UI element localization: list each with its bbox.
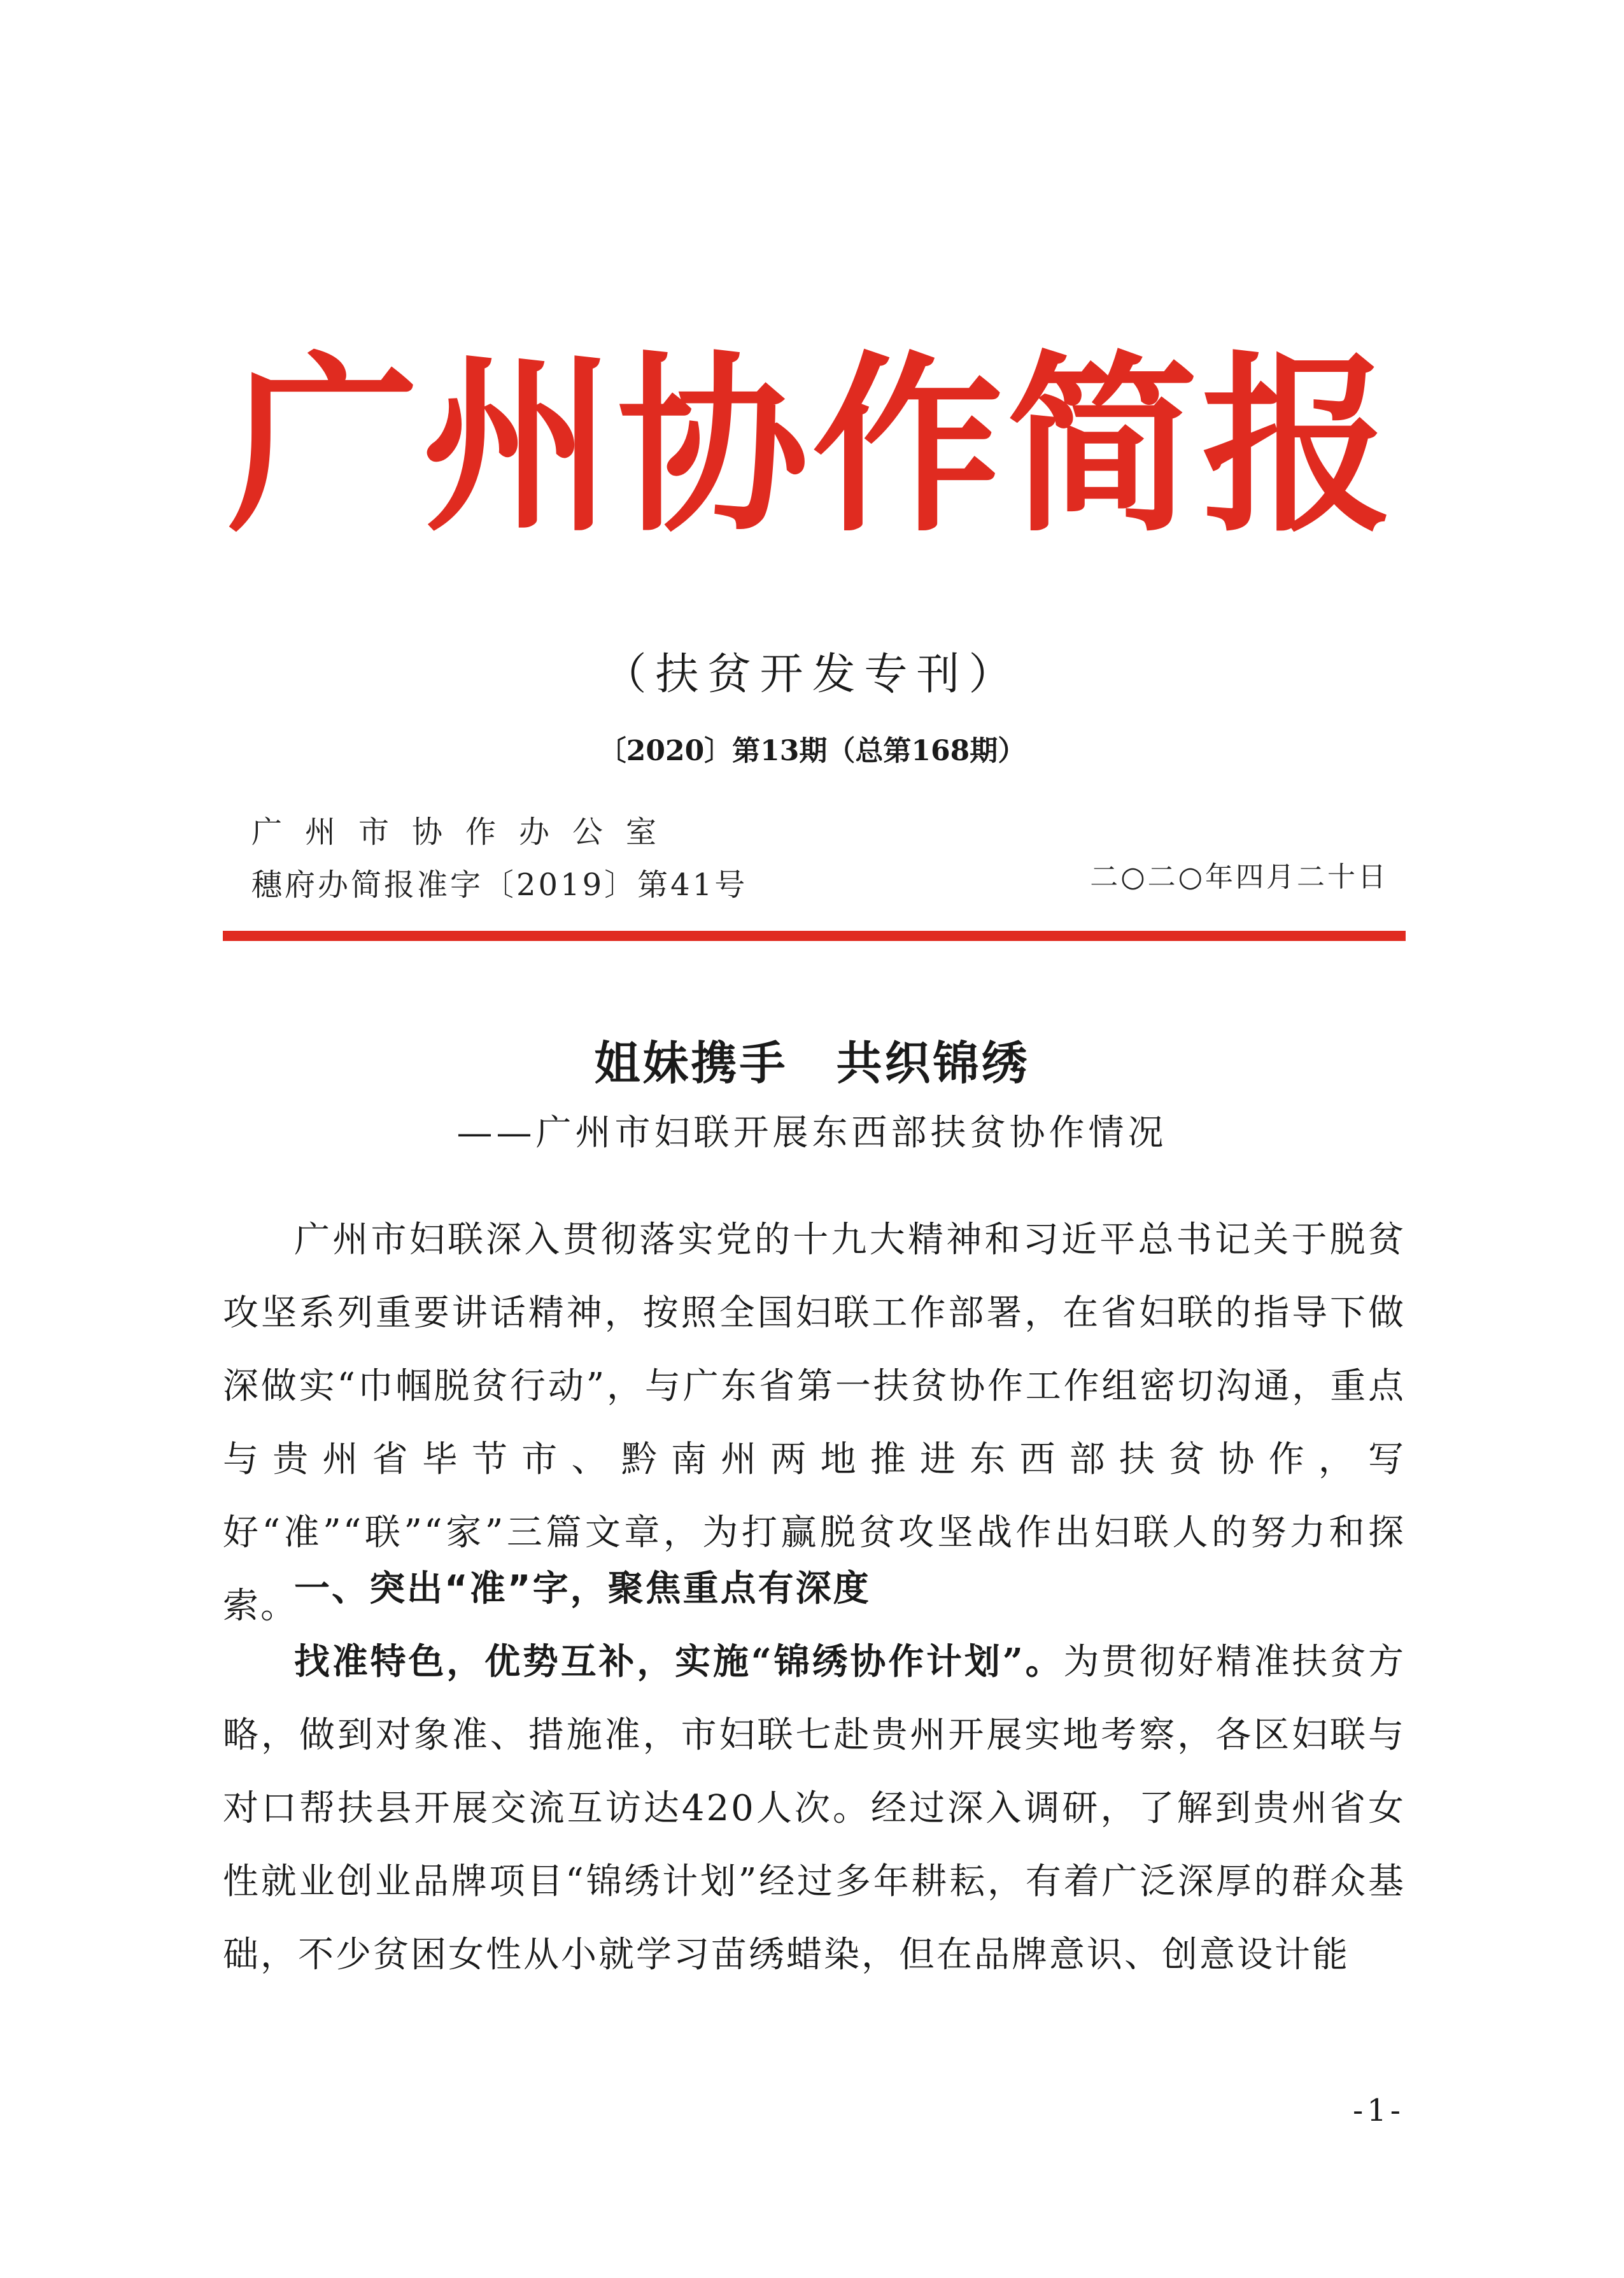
issue-number: 〔2020〕第13期（总第168期） <box>598 735 1026 767</box>
approval-number: 穗府办简报准字〔2019〕第41号 <box>251 867 748 903</box>
special-issue-subtitle: （扶贫开发专刊） <box>603 649 1021 700</box>
article-subtitle: ——广州市妇联开展东西部扶贫协作情况 <box>456 1112 1168 1154</box>
red-divider <box>223 931 1406 941</box>
paragraph-section-1 <box>223 1625 1406 1991</box>
page-number: -1- <box>1353 2093 1404 2128</box>
paragraph-body: 为贯彻好精准扶贫方略，做到对象准、措施准，市妇联七赴贵州开展实地考察，各区妇联与对口帮扶县开展交流互访达420人次。经过深入调研，了解到贵州省女性就业创业品牌项目“锦绣计划”经过多年耕耘，有着广泛深厚的群众基础，不少贫困女性从小就学习苗绣蜡染，但在品牌意识、创意设计能 <box>223 1641 1406 1976</box>
section-heading-1: 一、突出“准”字，聚焦重点有深度 <box>294 1568 871 1609</box>
paragraph-intro: 广州市妇联深入贯彻落实党的十九大精神和习近平总书记关于脱贫攻坚系列重要讲话精神，按照全国妇联工作部署，在省妇联的指导下做深做实“巾帼脱贫行动”，与广东省第一扶贫协作工作组密切沟通，重点与贵州省毕节市、黔南州两地推进东西部扶贫协作，写好“准”“联”“家”三篇文章，为打赢脱贫攻坚战作出妇联人的努力和探索。 <box>223 1219 1406 1627</box>
publication-date: 二○二○年四月二十日 <box>1090 861 1388 893</box>
masthead-title: 广州协作简报 <box>227 333 1397 558</box>
issuer-name: 广州市协作办公室 <box>251 814 680 850</box>
article-title: 姐妹携手 共织锦绣 <box>594 1036 1030 1090</box>
paragraph-lead: 找准特色，优势互补，实施“锦绣协作计划”。 <box>294 1641 1064 1683</box>
